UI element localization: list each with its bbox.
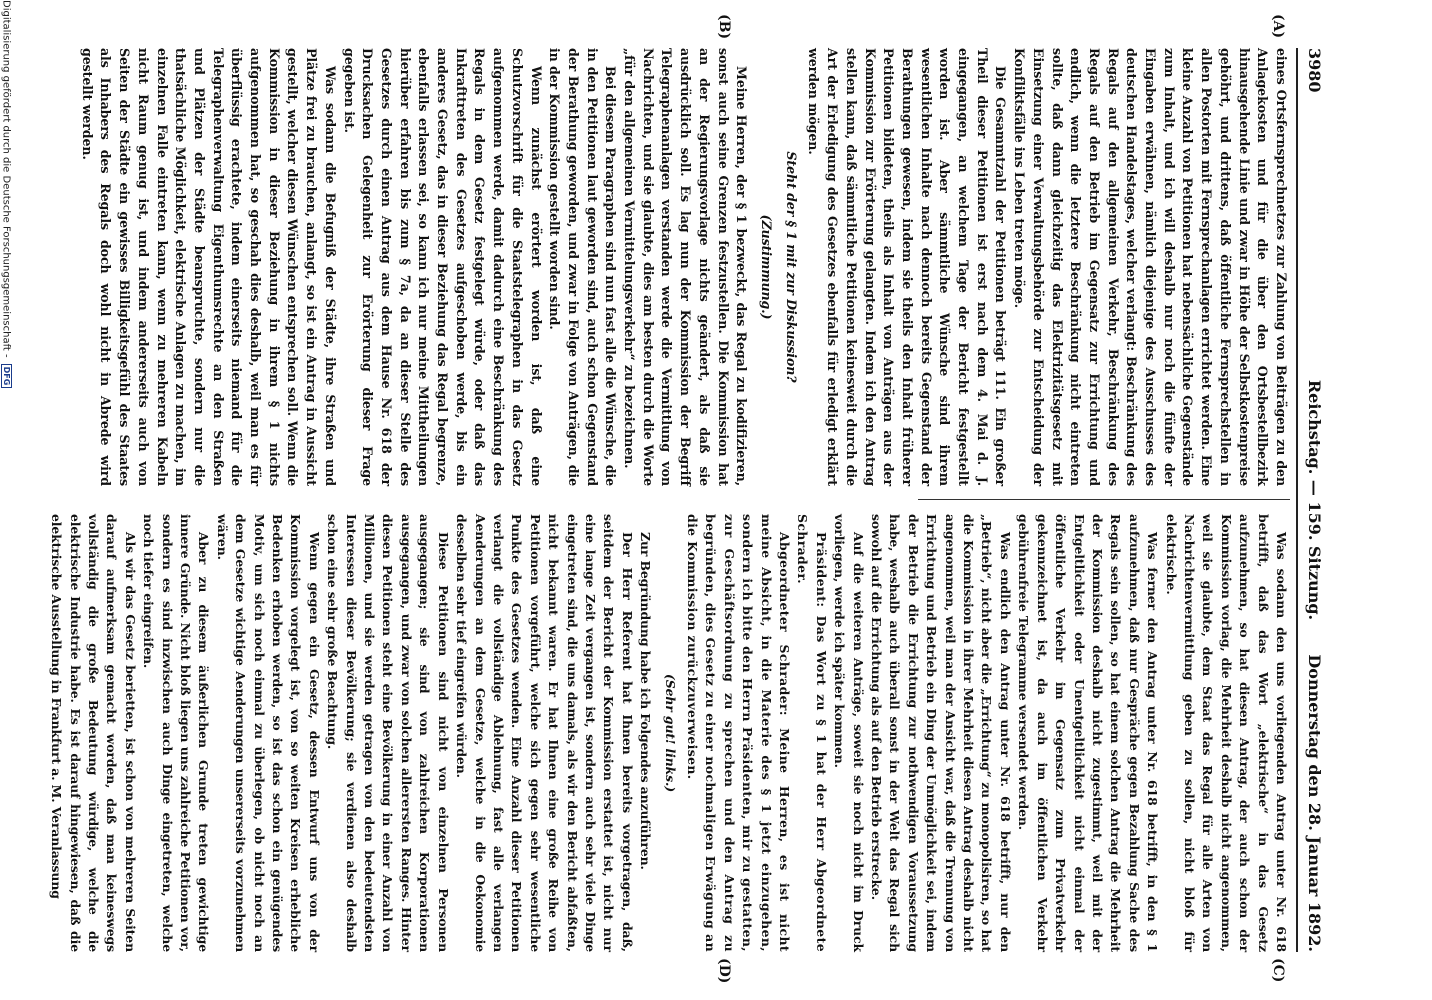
interjection: (Zustimmung.) — [759, 214, 775, 320]
paragraph: Diese Petitionen sind nicht von einzelnen Personen ausgegangen; sie sind von zahlreichen Korporationen ausgegangen, und zwar von solchen allerersten Ranges. Hinter diesen Petitionen steht eine Bevölkerung in einer Anzahl von Millionen, und sie werden getragen von den bedeutendsten Interessen dieser Bevölkerung; sie verdienen also deshalb schon eine sehr große Beachtung. — [325, 514, 451, 952]
header-rule — [1296, 48, 1298, 952]
column-divider — [918, 499, 1290, 500]
margin-letter-a: (A) — [1270, 14, 1286, 39]
paragraph: Meine Herren, der § 1 bezweckt, das Regal zu kodifizieren, sonst auch seine Grenzen festzustellen. Die Kommission hat an der Regierungsvorlage nichts geändert, als daß sie ausdrücklich soll. Es lag nun der Kommission der Begriff Telegraphenanlagen verstanden werde die Vermittlung von Nachrichten, und sie glaubte, dies am besten durch die Worte „für den allgemeinen Vermittelungsverkehr“ zu bezeichnen. — [622, 48, 750, 486]
page-header — [1302, 48, 1324, 952]
paragraph: Zur Begründung habe ich Folgendes anzuführen. — [638, 532, 654, 870]
paragraph: eines Ortsfernsprechnetzes zur Zahlung von Beiträgen zu den Anlagekosten und für die über den Ortsbestellbezirk hinausgehende Linie und zwar in Höhe der Selbstkostenpreise gehöhrt, und drittens, daß öffentliche Fernsprechstellen in allen Postorten mit Fernsprechanlagen errichtet werden. Eine kleine Anzahl von Petitionen hat nebensächliche Gegenstände zum Inhalt, und ich will deshalb nur noch die fünfte der Eingaben erwähnen, nämlich diejenige des Ausschusses des deutschen Handelstages, welcher verlangt: Beschränkung des Regals auf den allgemeinen Verkehr, Beschränkung des Regals auf den Betrieb im Gegensatz zur Errichtung und endlich, wenn die letztere Beschränkung nicht eintreten sollte, daß dann gleichzeitig das Elektrizitätsgesetz mit Einsetzung einer Verwaltungsbehörde zur Entscheidung der Konfliktsfälle ins Leben treten möge. — [1012, 48, 1289, 486]
paragraph: Auf die weiteren Anträge, soweit sie noch nicht im Druck vorliegen, werde ich später kommen. — [832, 514, 866, 952]
paragraph: Aber zu diesem äußerlichen Grunde treten gewichtige innere Gründe. Nicht bloß liegen uns zahlreiche Petitionen vor, sondern es sind inzwischen auch Dinge eingetreten, welche noch tiefer eingreifen. — [141, 514, 212, 952]
paragraph: Wenn zunächst erörtert worden ist, daß eine Schutzvorschrift für die Staatstelegraphen in das Gesetz aufgenommen werde, damit dadurch eine Beschränkung des Regals in dem Gesetz festgelegt würde, oder daß das Inkrafttreten des Gesetzes aufgeschoben werde, bis ein anderes Gesetz, das in dieser Beziehung das Regal begrenze, ebenfalls erlassen sei, so kann ich nur meine Mittheilungen hierüber erfahren bis zum § 7a, da an dieser Stelle des Gesetzes durch einen Antrag aus dem Hause Nr. 618 der Drucksachen Gelegenheit zur Erörterung dieser Frage gegeben ist. — [341, 48, 544, 486]
paragraph: Der Herr Referent hat Ihnen bereits vorgetragen, daß, seitdem der Bericht der Kommission erstattet ist, nicht nur eine lange Zeit vergangen ist, sondern auch sehr viele Dinge eingetreten sind, die uns damals, als wir den Bericht abfaßten, nicht bekannt waren. Er hat Ihnen eine große Reihe von Petitionen vorgeführt, welche sich gegen sehr wesentliche Punkte des Gesetzes wenden. Eine Anzahl dieser Petitionen verlangt die vollständige Ablehnung, fast alle verlangen Aenderungen an dem Gesetze, welche in die Oekonomie desselben sehr tief eingreifen würden. — [454, 514, 635, 952]
speaker-schrader: Abgeordneter Schrader: Meine Herren, es ist nicht meine Absicht, in die Materie des § 1 jetzt einzugehen, sondern ich bitte den Herrn Präsidenten, mir zu gestatten, zur Geschäftsordnung zu sprechen und den Antrag zu begründen, dies Gesetz zu einer nochmaligen Erwägung an die Kommission zurückzuverweisen. — [685, 514, 793, 952]
interjection: (Sehr gut! links.) — [662, 673, 678, 793]
left-column — [77, 48, 1290, 486]
paragraph: Was endlich den Antrag unter Nr. 618 betrifft, nur den „Betrieb“, nicht aber die „Errichtung“ zu monopolisiren, so hat die Kommission in ihrer Mehrheit diesen Antrag deshalb nicht angenommen, weil man der Ansicht war, daß die Trennung von Errichtung und Betrieb ein Ding der Unmöglichkeit sei, indem der Betrieb die Errichtung zur nothwendigen Voraussetzung habe, weshalb auch überall sonst in der Welt das Regal sich sowohl auf die Errichtung als auf den Betrieb erstrecke. — [869, 514, 1013, 952]
section-heading: Steht der § 1 mit zur Diskussion? — [783, 151, 799, 383]
running-title: Reichstag. — 159. Sitzung. — [1305, 379, 1324, 621]
paragraph: Was sodann den uns vorliegenden Antrag unter Nr. 618 betrifft, daß das Wort „elektrische“ in das Gesetz aufzunehmen, so hat diesen Antrag, der auch schon der Kommission vorlag, die Mehrheit deshalb nicht angenommen, weil sie glaubte, dem Staat das Regal für alle Arten von Nachrichtenvermittlung geben zu sollen, nicht bloß für elektrische. — [1163, 514, 1289, 952]
page-number: 3980 — [1305, 48, 1324, 93]
session-date: Donnerstag den 28. Januar 1892. — [1305, 654, 1324, 952]
dfg-logo: DFG — [1, 364, 12, 389]
paragraph: Als wir das Gesetz berietten, ist schon von mehreren Seiten darauf aufmerksam gemacht worden, daß man keineswegs vollständig die große Bedeutung würdige, welche die elektrische Industrie habe. Es ist darauf hingewiesen, daß die elektrische Ausstellung in Frankfurt a. M. Veranlassung — [49, 514, 138, 952]
digitization-footer — [0, 0, 12, 1000]
right-column — [47, 514, 1290, 952]
footer-text: Digitalisierung gefördert durch die Deutsche Forschungsgemeinschaft - — [0, 0, 12, 358]
speaker-president: Präsident: Das Wort zu § 1 hat der Herr Abgeordnete Schrader. — [795, 514, 829, 952]
paragraph: Was sodann die Befugniß der Städte, ihre Straßen und Plätze frei zu brauchen, anlangt, so ist ein Antrag in Aussicht gestellt, welcher diesen Wünschen entsprechen soll. Wenn die Kommission in dieser Beziehung in ihrem § 1 nichts aufgenommen hat, so geschah dies deshalb, weil man es für überflüssig erachtete, indem einerseits niemand für die Telegraphenverwaltung Eigenthumsrechte an den Straßen und Plätzen der Städte beanspruchte, sondern nur die thatsächliche Möglichkeit, elektrische Anlagen zu machen, im einzelnen Falle eintreten kann, wenn zu mehreren Kabeln nicht Raum genug ist, und indem andererseits auch von Seiten der Städte ein gewisses Billigkeitsgefühl des Staates als Inhabers des Regals doch wohl nicht in Abrede wird gestellt werden. — [79, 48, 338, 486]
paragraph: Die Gesammtzahl der Petitionen beträgt 111. Ein großer Theil dieser Petitionen ist erst nach dem 4. Mai d. J. eingegangen, an welchem Tage der Bericht festgestellt worden ist. Aber sämmtliche Wünsche sind ihrem wesentlichen Inhalte nach dennoch bereits Gegenstand der Berathungen gewesen, indem sie theils den Inhalt früherer Petitionen bildeten, theils als Inhalt von Anträgen aus der Kommission zur Erörterung gelangten. Indem ich den Antrag stellen kann, daß sämmtliche Petitionen keinesweit durch die Art der Erledigung des Gesetzes ebenfalls für erledigt erklärt werden mögen. — [806, 48, 1009, 486]
paragraph: Was ferner den Antrag unter Nr. 618 betrifft, in den § 1 aufzunehmen, daß nur Gespräche gegen Bezahlung Sache des Regals sein sollen, so hat einem solchen Antrag die Mehrheit der Kommission deshalb nicht zugestimmt, weil mit der Entgeltlichkeit oder Unentgeltlichkeit nicht einmal der öffentliche Verkehr im Gegensatz zum Privatverkehr gekennzeichnet ist, da auch im öffentlichen Verkehr gebührenfreie Telegramme versendet werden. — [1016, 514, 1161, 952]
paragraph: Wenn gegen ein Gesetz, dessen Entwurf uns von der Kommission vorgelegt ist, von so weiten Kreisen erhebliche Bedenken erhoben werden, so ist das schon ein genügendes Motiv, um sich noch einmal zu überlegen, ob nicht noch an dem Gesetze wichtige Aenderungen unsererseits vorzunehmen wären. — [214, 514, 322, 952]
paragraph: Bei diesem Paragraphen sind nun fast alle die Wünsche, die in den Petitionen laut geworden sind, auch schon Gegenstand der Berathung geworden, und zwar in Folge von Anträgen, die in der Kommission gestellt worden sind. — [547, 48, 619, 486]
margin-letter-d: (D) — [716, 958, 732, 984]
margin-letter-c: (C) — [1270, 958, 1286, 983]
margin-letter-b: (B) — [716, 14, 732, 40]
